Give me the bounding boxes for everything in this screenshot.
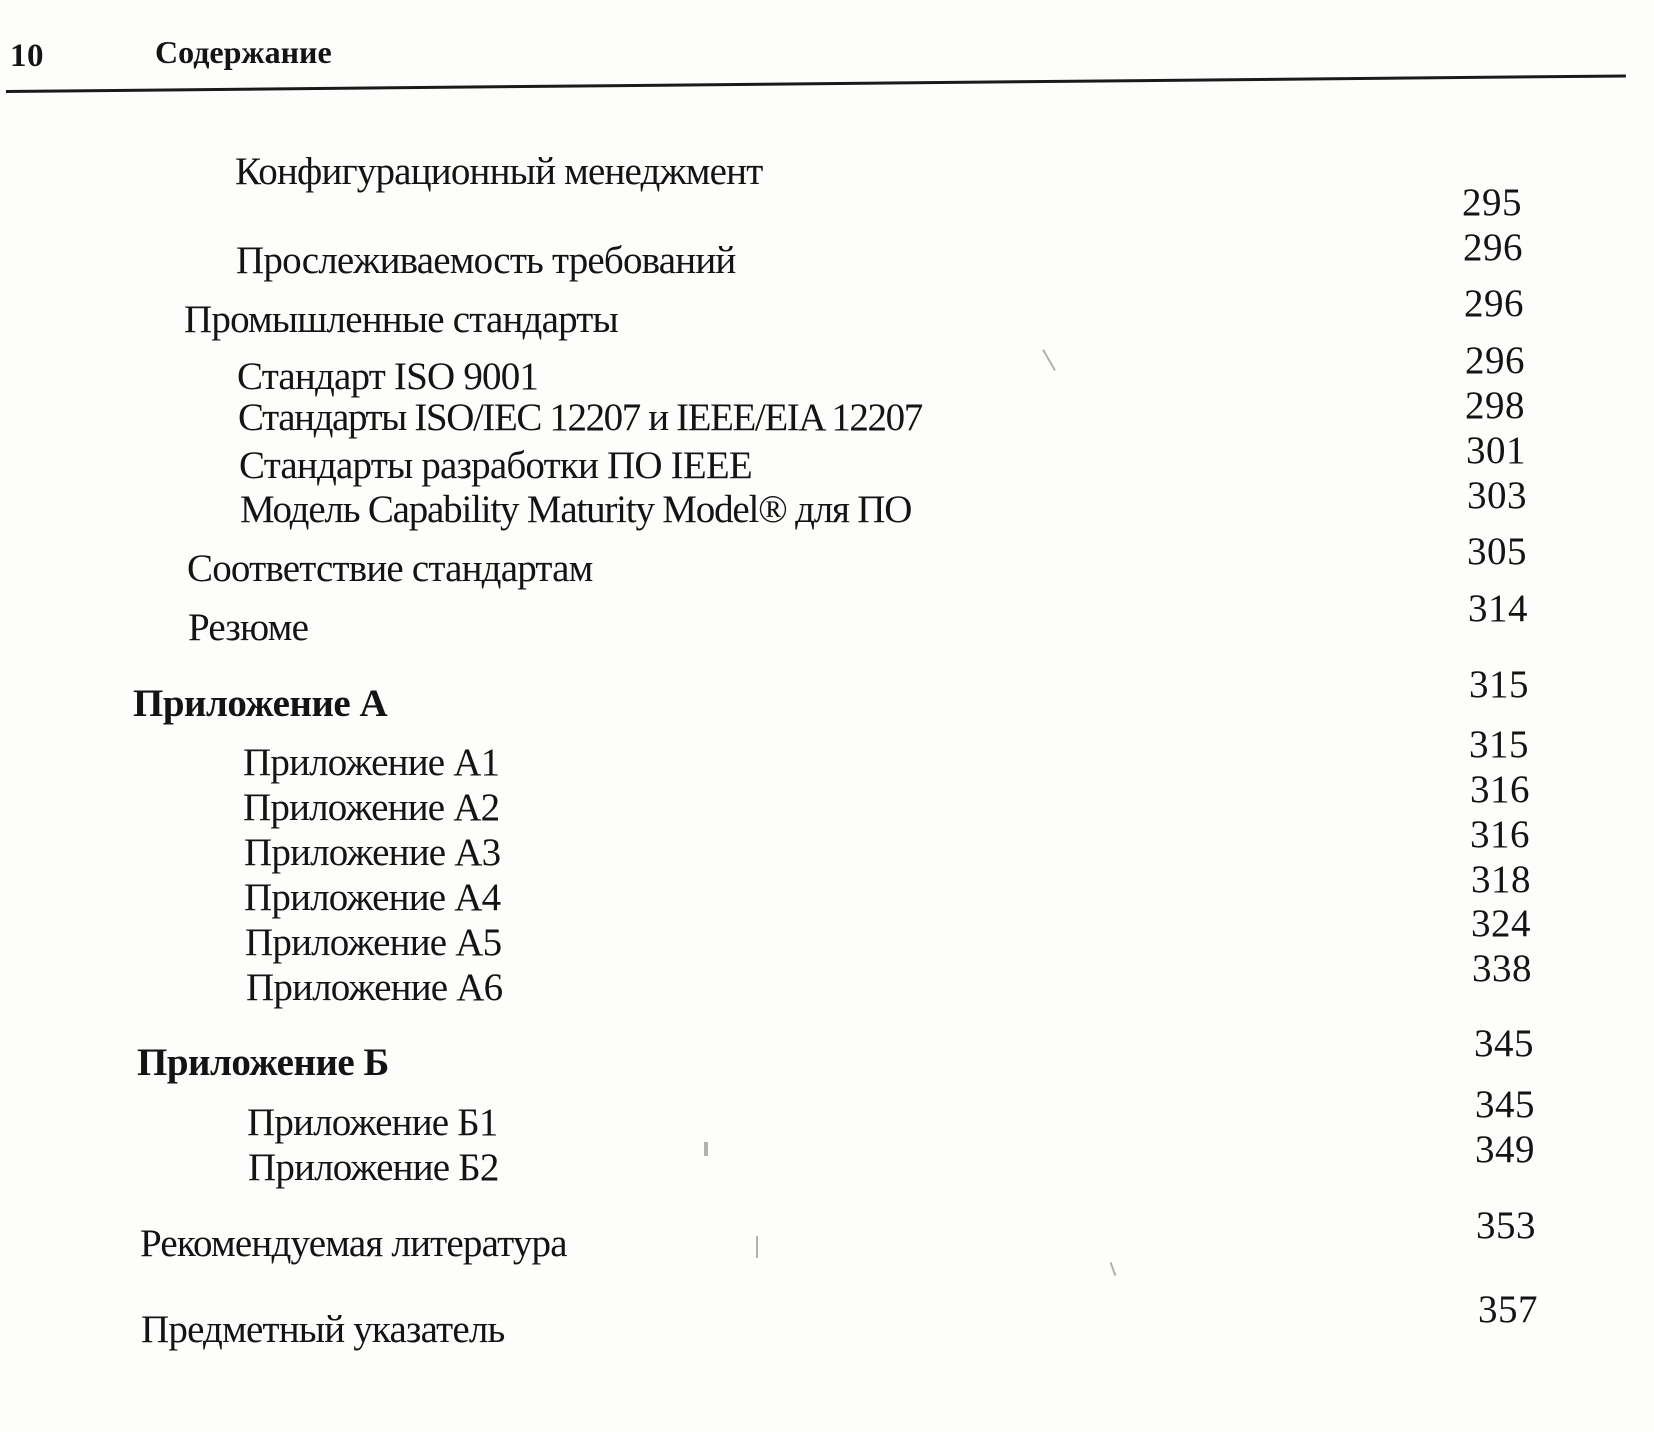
toc-entry-title: Приложение А5	[245, 921, 502, 964]
toc-entry-title: Стандарты ISO/IEC 12207 и IEEE/EIA 12207	[238, 396, 922, 439]
toc-entry-title: Приложение А3	[244, 831, 501, 874]
toc-entry-page: 296	[1465, 339, 1525, 382]
toc-entry-page: 298	[1465, 384, 1525, 427]
toc-entry-title: Стандарты разработки ПО IEEE	[239, 444, 752, 487]
toc-entry-page: 305	[1467, 530, 1527, 573]
toc-entry-title: Приложение Б	[137, 1041, 389, 1084]
toc-entry-page: 296	[1464, 282, 1524, 325]
page-number: 10	[10, 38, 44, 74]
toc-entry-page: 295	[1462, 181, 1522, 224]
toc-entry-page: 296	[1463, 226, 1523, 269]
toc-entry-page: 349	[1475, 1128, 1535, 1171]
toc-entry-page: 324	[1471, 902, 1531, 945]
toc-entry-page: 314	[1468, 587, 1528, 630]
toc-entry-title: Соответствие стандартам	[187, 547, 593, 590]
toc-entry-page: 353	[1476, 1204, 1536, 1247]
toc-entry-page: 345	[1474, 1022, 1534, 1065]
toc-entry-page: 315	[1469, 723, 1529, 766]
toc-entry-page: 318	[1471, 858, 1531, 901]
toc-entry-title: Промышленные стандарты	[184, 298, 618, 341]
toc-entry-page: 315	[1469, 663, 1529, 706]
toc-entry-title: Приложение А1	[243, 741, 500, 784]
toc-entry-title: Приложение А6	[246, 966, 503, 1009]
toc-entry-page: 338	[1472, 947, 1532, 990]
toc-entry-title: Стандарт ISO 9001	[237, 355, 539, 398]
toc-entry-title: Приложение А	[133, 682, 388, 725]
scan-speck	[704, 1142, 708, 1156]
toc-entry-page: 316	[1470, 768, 1530, 811]
toc-entry-title: Рекомендуемая литература	[140, 1222, 567, 1265]
toc-entry-title: Приложение А2	[243, 786, 500, 829]
toc-entry-page: 345	[1475, 1083, 1535, 1126]
toc-entry-title: Приложение А4	[244, 876, 501, 919]
toc-entry-page: 316	[1470, 813, 1530, 856]
toc-entry-title: Модель Capability Maturity Model® для ПО	[240, 488, 912, 531]
toc-entry-title: Конфигурационный менеджмент	[235, 150, 763, 193]
running-title: Содержание	[155, 34, 332, 70]
toc-entry-title: Приложение Б2	[248, 1146, 499, 1189]
toc-entry-title: Приложение Б1	[247, 1101, 498, 1144]
scan-speck	[756, 1236, 758, 1258]
toc-entry-title: Предметный указатель	[141, 1308, 505, 1351]
toc-entry-title: Резюме	[188, 606, 309, 649]
toc-entry-page: 357	[1478, 1288, 1538, 1331]
toc-entry-page: 301	[1466, 429, 1526, 472]
toc-entry-title: Прослеживаемость требований	[236, 239, 736, 282]
toc-entry-page: 303	[1467, 474, 1527, 517]
